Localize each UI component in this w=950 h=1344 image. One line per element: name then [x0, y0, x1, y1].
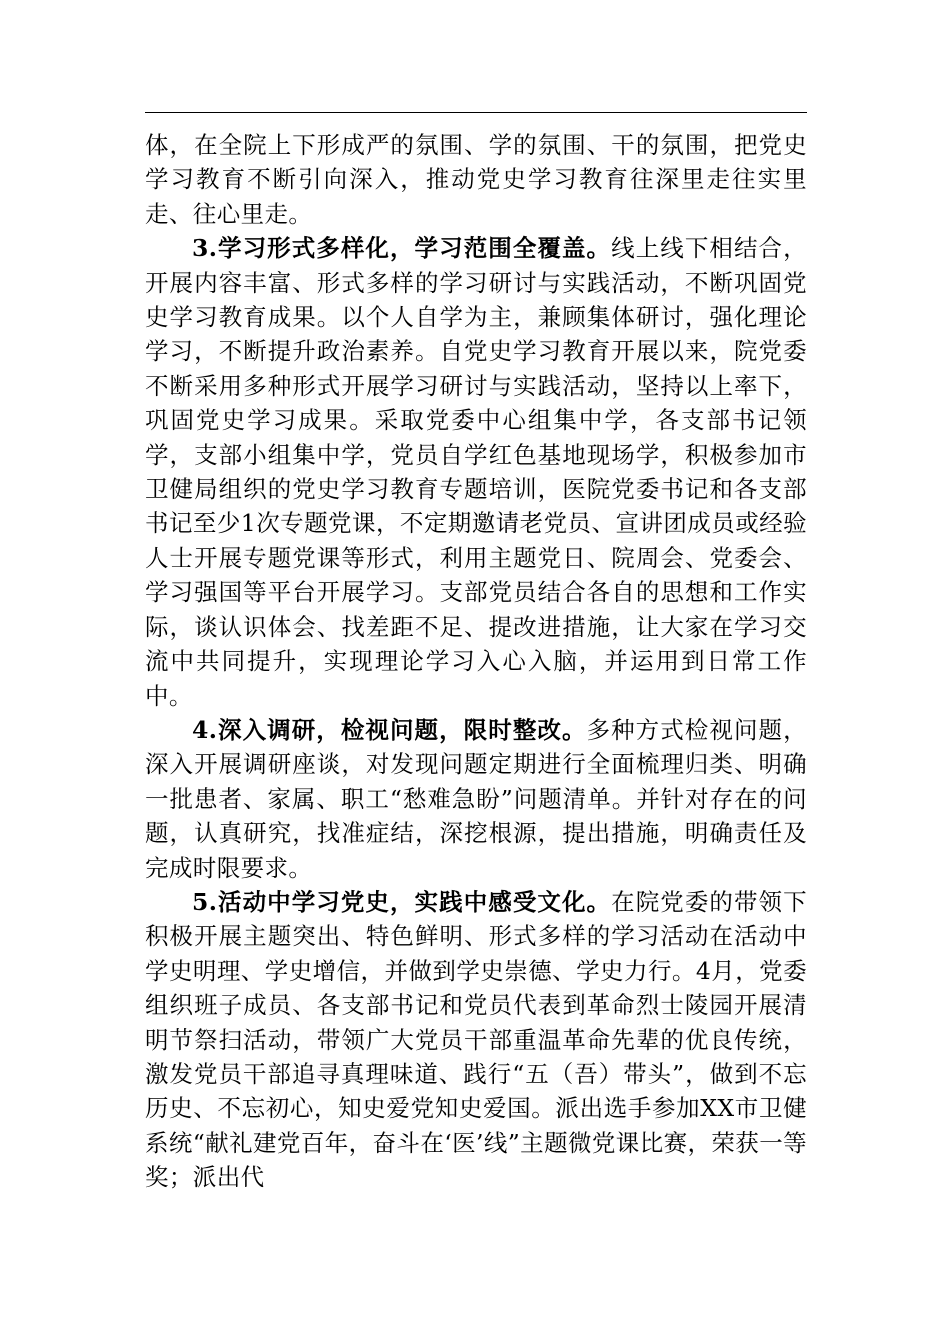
paragraph-heading: 3.学习形式多样化，学习范围全覆盖。 — [192, 234, 612, 263]
paragraph-text: 体，在全院上下形成严的氛围、学的氛围、干的氛围，把党史学习教育不断引向深入，推动党史学习教育往深里走往实里走、往心里走。 — [145, 131, 807, 228]
paragraph-research-rectification — [145, 713, 807, 885]
paragraph-continuation — [145, 128, 807, 231]
document-body — [145, 128, 807, 1195]
paragraph-text: 线上线下相结合，开展内容丰富、形式多样的学习研讨与实践活动，不断巩固党史学习教育成果。以个人自学为主，兼顾集体研讨，强化理论学习，不断提升政治素养。自党史学习教育开展以来，院党委不断采用多种形式开展学习研讨与实践活动，坚持以上率下，巩固党史学习成果。采取党委中心组集中学，各支部书记领学，支部小组集中学，党员自学红色基地现场学，积极参加市卫健局组织的党史学习教育专题培训，医院党委书记和各支部书记至少1次专题党课，不定期邀请老党员、宣讲团成员或经验人士开展专题党课等形式，利用主题党日、院周会、党委会、学习强国等平台开展学习。支部党员结合各自的思想和工作实际，谈认识体会、找差距不足、提改进措施，让大家在学习交流中共同提升，实现理论学习入心入脑，并运用到日常工作中。 — [145, 234, 808, 710]
paragraph-activities-culture — [145, 885, 807, 1195]
header-rule — [145, 112, 807, 113]
paragraph-heading: 4.深入调研，检视问题，限时整改。 — [192, 715, 587, 744]
paragraph-learning-forms — [145, 231, 807, 713]
paragraph-heading: 5.活动中学习党史，实践中感受文化。 — [192, 887, 612, 916]
paragraph-text: 多种方式检视问题，深入开展调研座谈，对发现问题定期进行全面梳理归类、明确一批患者、家属、职工“愁难急盼”问题清单。并针对存在的问题，认真研究，找准症结，深挖根源，提出措施，明确责任及完成时限要求。 — [145, 715, 807, 882]
paragraph-text: 在院党委的带领下积极开展主题突出、特色鲜明、形式多样的学习活动在活动中学史明理、学史增信，并做到学史崇德、学史力行。4月，党委组织班子成员、各支部书记和党员代表到革命烈士陵园开展清明节祭扫活动，带领广大党员干部重温革命先辈的优良传统，激发党员干部追寻真理味道、践行“五（吾）带头”，做到不忘历史、不忘初心，知史爱党知史爱国。派出选手参加XX市卫健系统“献礼建党百年，奋斗在‘医’线”主题微党课比赛，荣获一等奖；派出代 — [145, 887, 808, 1192]
